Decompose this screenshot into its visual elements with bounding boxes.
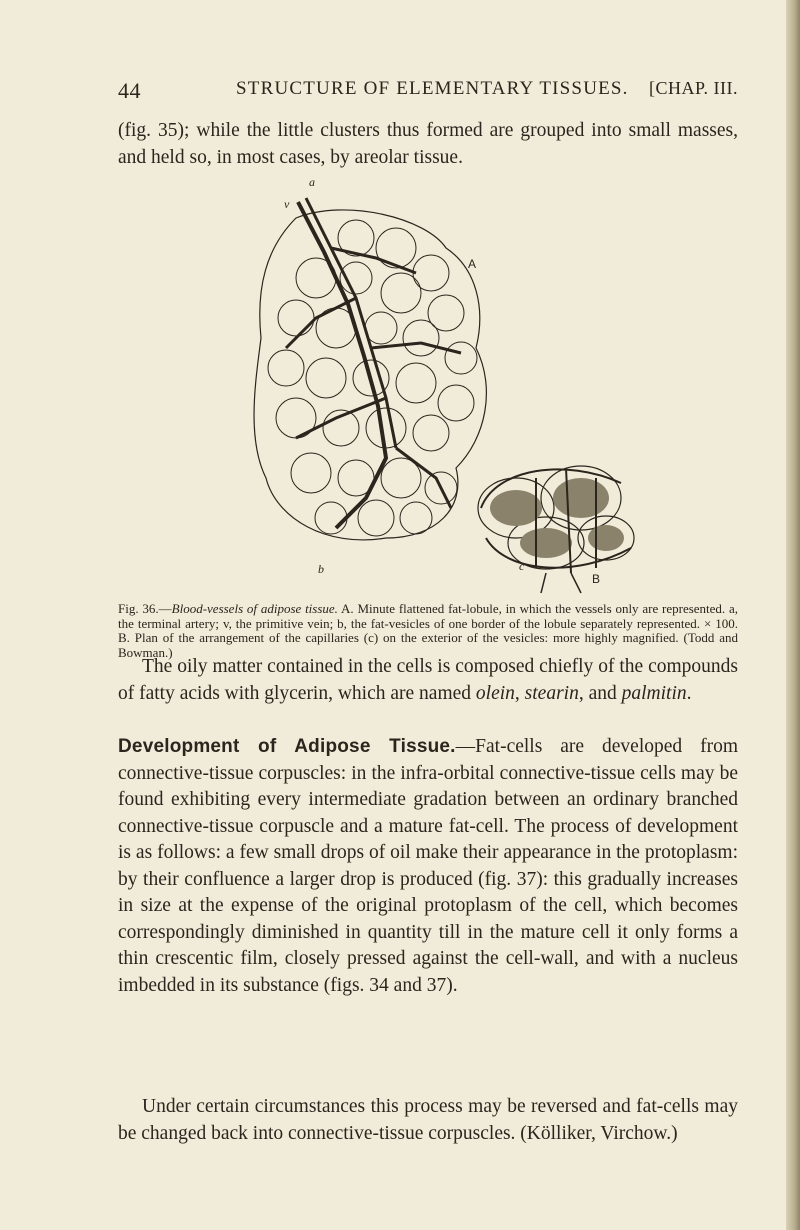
p1-text: The oily matter contained in the cells is composed chiefly of the compounds of fatty acids with glycerin, which are named — [118, 656, 738, 704]
label-panel-a: A — [468, 257, 477, 271]
caption-dash: — — [158, 601, 172, 616]
label-v: v — [284, 197, 290, 211]
term-olein: olein — [475, 682, 515, 704]
running-title: STRUCTURE OF ELEMENTARY TISSUES. — [236, 78, 629, 99]
page-edge — [786, 0, 800, 1230]
label-c: c — [519, 559, 525, 573]
page-number: 44 — [118, 78, 141, 103]
caption-title: Blood-vessels of adipose tissue. — [171, 601, 338, 616]
p1-sep1: , — [514, 682, 525, 704]
figure-36 — [236, 178, 646, 598]
section-heading: Development of Adipose Tissue. — [118, 736, 456, 757]
p1-end: . — [686, 682, 692, 704]
adipose-vessels-illustration — [236, 178, 646, 598]
panel-b-vesicles — [478, 466, 634, 593]
figure-caption — [118, 602, 738, 660]
term-palmitin: palmitin — [621, 682, 687, 704]
paragraph-oily-matter — [118, 654, 738, 707]
chapter-mark: [CHAP. III. — [649, 78, 738, 98]
label-a: a — [309, 178, 315, 189]
paragraph-reversal: Under certain circumstances this process may be reversed and fat-cells may be changed back into connective-tissue corpuscles. (Kölliker, Virchow.) — [118, 1096, 738, 1144]
intro-paragraph: (fig. 35); while the little clusters thus formed are grouped into small masses, and held so, in most cases, by areolar tissue. — [118, 120, 738, 168]
paragraph-development — [118, 734, 738, 999]
p1-sep2: , and — [578, 682, 622, 704]
development-text: —Fat-cells are developed from connective-tissue corpuscles: in the infra-orbital connective-tissue cells may be found exhibiting every intermediate gradation between an ordinary branched connective-tissue corpuscle and a mature fat-cell. The process of development is as follows: a few small drops of oil make their appearance in the protoplasm: by their confluence a larger drop is produced (fig. 37): this gradually increases in size at the expense of the original protoplasm of the cell, which becomes correspondingly diminished in quantity till in the mature cell it only forms a thin crescentic film, closely pressed against the cell-wall, and with a nucleus imbedded in its substance (figs. 34 and 37). — [118, 736, 738, 996]
caption-text: A. Minute flattened fat-lobule, in which the vessels only are represented. a, the terminal artery; v, the primitive vein; b, the fat-vesicles of one border of the lobule separately represented. × 100. B. Plan of the arrangement of the capillaries (c) on the exterior of the vesicles: more highly magnified. (Todd and Bowman.) — [118, 601, 738, 660]
terminal-artery — [286, 198, 461, 508]
caption-fig-label: Fig. 36. — [118, 601, 159, 616]
running-header — [118, 78, 738, 106]
term-stearin: stearin — [524, 682, 579, 704]
label-panel-b: B — [592, 572, 601, 586]
label-b: b — [318, 562, 324, 576]
